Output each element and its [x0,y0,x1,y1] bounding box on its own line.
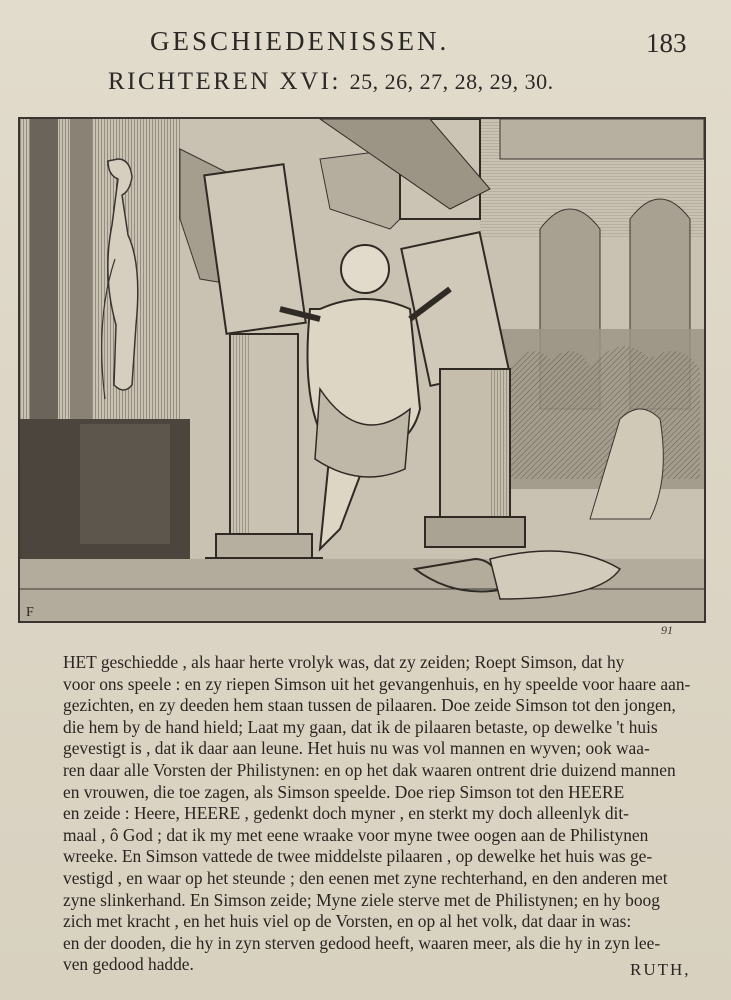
text-line: en zeide : Heere, HEERE , gedenkt doch myner , en sterkt my doch alleenlyk dit- [63,803,629,824]
text-line: vestigd , en waar op het steunde ; den eenen met zyne rechterhand, en den anderen met [63,867,668,888]
text-line: en der dooden, die hy in zyn sterven gedood heeft, waaren meer, als die hy in zyn lee- [63,932,661,953]
text-line: zyne slinkerhand. En Simson zeide; Myne ziele sterve met de Philistynen; en hy boog [63,889,660,910]
engraver-monogram: F [26,605,34,620]
chapter-reference [108,68,554,96]
text-line: die hem by de hand hield; Laat my gaan, dat ik de pilaaren betaste, op dewelke 't huis [63,716,658,737]
verse-list: 25, 26, 27, 28, 29, 30. [349,69,554,94]
page-number: 183 [646,28,687,58]
engraving-art [20,119,704,621]
text-line: HET geschiedde , als haar herte vrolyk was, dat zy zeiden; Roept Simson, dat hy [63,652,625,672]
text-line: gevestigt is , dat ik daar aan leune. Het huis nu was vol mannen en wyven; ook waa- [63,738,650,759]
book-chapter: RICHTEREN XVI: [108,68,341,95]
text-line: gezichten, en zy deeden hem staan tussen de pilaaren. Doe zeide Simson tot den jongen, [63,695,676,716]
text-line: maal , ô God ; dat ik my met eene wraake voor myne twee oogen aan de Philistynen [63,824,649,845]
text-line: ren daar alle Vorsten der Philistynen: en op het dak waaren ontrent drie duizend mannen [63,759,676,780]
engraving-illustration [18,117,706,623]
text-line: voor ons speele : en zy riepen Simson uit het gevangenhuis, en hy speelde voor haare aan- [63,673,691,694]
text-line: zich met kracht , en het huis viel op de Vorsten, en op al het volk, dat daar in was: [63,911,632,932]
text-line: wreeke. En Simson vattede de twee middelste pilaaren , op dewelke het huis was ge- [63,846,653,867]
scripture-text [63,652,713,976]
running-title: GESCHIEDENISSEN. [150,26,450,56]
catchword: RUTH, [630,960,691,979]
plate-number: 91 [661,623,673,637]
text-line: ven gedood hadde. [63,954,194,975]
text-line: en vrouwen, die toe zagen, als Simson speelde. Doe riep Simson tot den HEERE [63,781,625,802]
